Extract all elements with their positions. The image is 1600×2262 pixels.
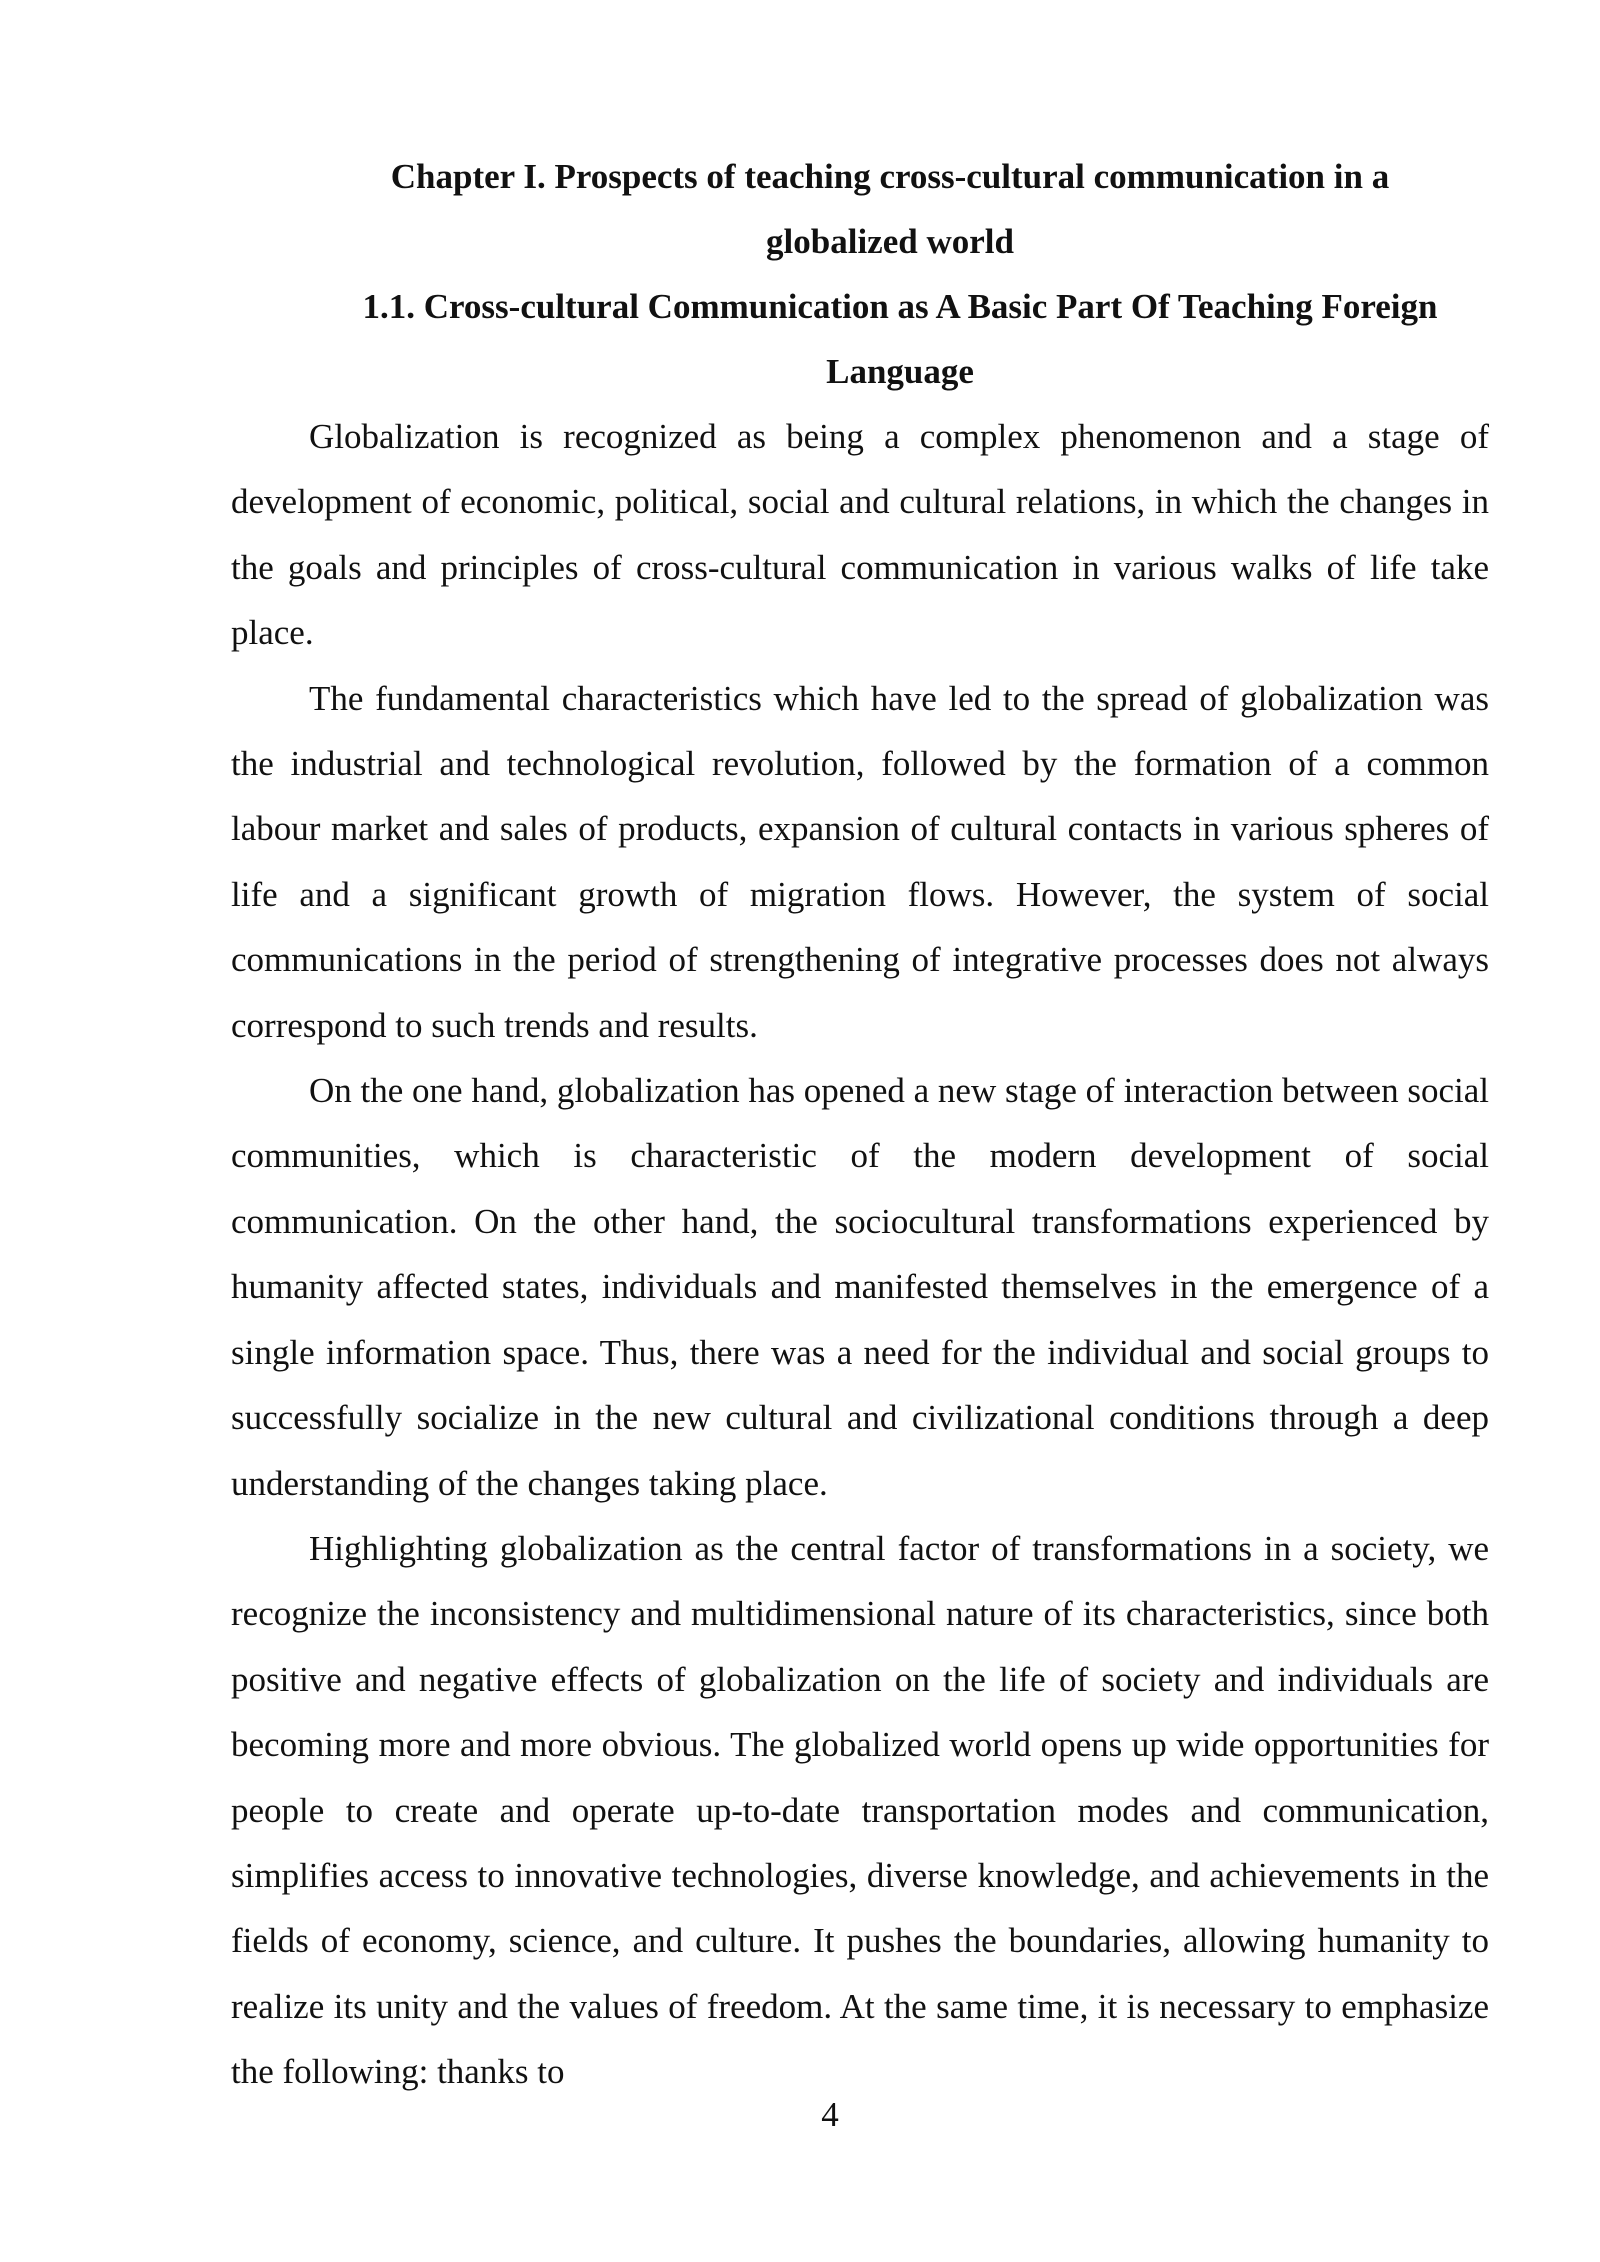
page-content (231, 144, 1489, 2105)
paragraph: The fundamental characteristics which have led to the spread of globalization was the industrial and technological revolution, followed by the formation of a common labour market and sales of products, expansion of cultural contacts in various spheres of life and a significant growth of migration flows. However, the system of social communications in the period of strengthening of integrative processes does not always correspond to such trends and results. (231, 678, 1489, 1045)
page-number: 4 (821, 2095, 839, 2134)
section-title: 1.1. Cross-cultural Communication as A Basic Part Of Teaching Foreign Language (362, 287, 1438, 391)
paragraph: On the one hand, globalization has opened a new stage of interaction between social communities, which is characteristic of the modern development of social communication. On the other hand, the sociocultural transformations experienced by humanity affected states, individuals and manifested themselves in the emergence of a single information space. Thus, there was a need for the individual and social groups to successfully socialize in the new cultural and civilizational conditions through a deep understanding of the changes taking place. (231, 1071, 1489, 1503)
paragraph: Highlighting globalization as the central factor of transformations in a society, we recognize the inconsistency and multidimensional nature of its characteristics, since both positive and negative effects of globalization on the life of society and individuals are becoming more and more obvious. The globalized world opens up wide opportunities for people to create and operate up-to-date transportation modes and communication, simplifies access to innovative technologies, diverse knowledge, and achievements in the fields of economy, science, and culture. It pushes the boundaries, allowing humanity to realize its unity and the values of freedom. At the same time, it is necessary to emphasize the following: thanks to (231, 1528, 1489, 2092)
paragraph: Globalization is recognized as being a complex phenomenon and a stage of development of economic, political, social and cultural relations, in which the changes in the goals and principles of cross-cultural communication in various walks of life take place. (231, 417, 1489, 653)
chapter-title: Chapter I. Prospects of teaching cross-cultural communication in a globalized world (390, 157, 1390, 261)
